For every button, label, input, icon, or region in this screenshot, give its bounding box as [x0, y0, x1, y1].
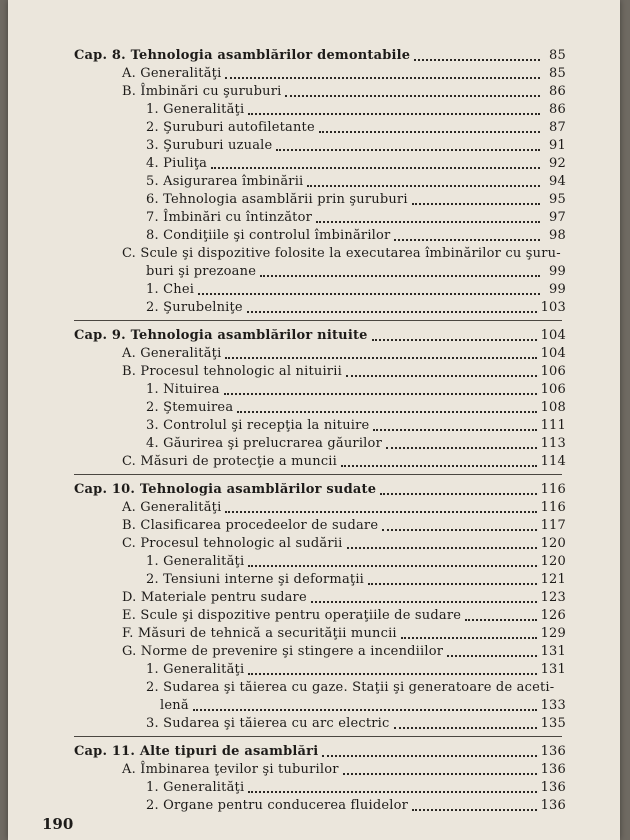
toc-entry: 8. Condiţiile şi controlul îmbinărilor 98 [146, 228, 566, 243]
toc-entry-page: 136 [540, 798, 566, 813]
toc-entry: 1. Nituirea 106 [146, 382, 566, 397]
toc-entry: buri şi prezoane 99 [146, 264, 566, 279]
toc-entry: 4. Găurirea şi prelucrarea găurilor 113 [146, 436, 566, 451]
toc-entry-title: A. Îmbinarea ţevilor şi tuburilor [122, 762, 339, 777]
toc-entry: Cap. 9. Tehnologia asamblărilor nituite 104 [74, 328, 566, 343]
toc-entry: G. Norme de prevenire şi stingere a incendiilor 131 [122, 644, 566, 659]
toc-entry: C. Procesul tehnologic al sudării 120 [122, 536, 566, 551]
toc-entry: B. Îmbinări cu şuruburi 86 [122, 84, 566, 99]
toc-entry: F. Măsuri de tehnică a securităţii muncii 129 [122, 626, 566, 641]
toc-entry: C. Scule şi dispozitive folosite la executarea îmbinărilor cu şuru- [122, 246, 561, 261]
toc-entry: 1. Generalităţi 86 [146, 102, 566, 117]
toc-entry: 2. Şurubelniţe 103 [146, 300, 566, 315]
toc-entry [74, 742, 566, 760]
toc-entry: 1. Generalităţi 120 [146, 554, 566, 569]
toc-entry: 2. Ştemuirea 108 [146, 400, 566, 415]
toc-entry: A. Generalităţi 104 [122, 346, 566, 361]
section-divider [74, 320, 562, 321]
toc-entry: B. Clasificarea procedeelor de sudare 117 [122, 518, 566, 533]
toc-entry-title: 1. Generalităţi [146, 780, 245, 795]
toc-entry: D. Materiale pentru sudare 123 [122, 590, 566, 605]
section-divider [74, 474, 562, 475]
toc-entry-page: 136 [540, 762, 566, 777]
toc-entry: 2. Tensiuni interne şi deformaţii 121 [146, 572, 566, 587]
toc-entry: C. Măsuri de protecţie a muncii 114 [122, 454, 566, 469]
toc-entry: 3. Şuruburi uzuale 91 [146, 138, 566, 153]
toc-entry [146, 778, 566, 796]
section-divider [74, 736, 562, 737]
toc-entry: 4. Piuliţa 92 [146, 156, 566, 171]
toc-entry: 3. Sudarea şi tăierea cu arc electric 135 [146, 716, 566, 731]
toc-entry: 5. Asigurarea îmbinării 94 [146, 174, 566, 189]
toc-entry: 7. Îmbinări cu întinzător 97 [146, 210, 566, 225]
page-number: 190 [42, 815, 74, 833]
toc-entry: 1. Generalităţi 131 [146, 662, 566, 677]
toc-entry-page: 136 [540, 744, 566, 759]
toc-entry-title: 2. Organe pentru conducerea fluidelor [146, 798, 409, 813]
toc-entry: Cap. 10. Tehnologia asamblărilor sudate 116 [74, 482, 566, 497]
toc-entry: 2. Sudarea şi tăierea cu gaze. Staţii şi generatoare de aceti- [146, 680, 555, 695]
toc-entry: 3. Controlul şi recepţia la nituire 111 [146, 418, 566, 433]
toc-entry-page: 136 [540, 780, 566, 795]
toc-entry: lenă 133 [160, 698, 566, 713]
toc-entry-title: Cap. 11. Alte tipuri de asamblări [74, 744, 319, 759]
toc-entry: E. Scule şi dispozitive pentru operaţiile de sudare 126 [122, 608, 566, 623]
toc-entry [122, 760, 566, 778]
toc-entry: 2. Şuruburi autofiletante 87 [146, 120, 566, 135]
toc-entry: A. Generalităţi 85 [122, 66, 566, 81]
toc-entry [146, 796, 566, 814]
toc-entry: Cap. 8. Tehnologia asamblărilor demontabile 85 [74, 48, 566, 63]
toc-entry: B. Procesul tehnologic al nituirii 106 [122, 364, 566, 379]
book-page [8, 0, 620, 840]
toc-entry: 1. Chei 99 [146, 282, 566, 297]
toc-entry: 6. Tehnologia asamblării prin şuruburi 95 [146, 192, 566, 207]
toc-entry: A. Generalităţi 116 [122, 500, 566, 515]
